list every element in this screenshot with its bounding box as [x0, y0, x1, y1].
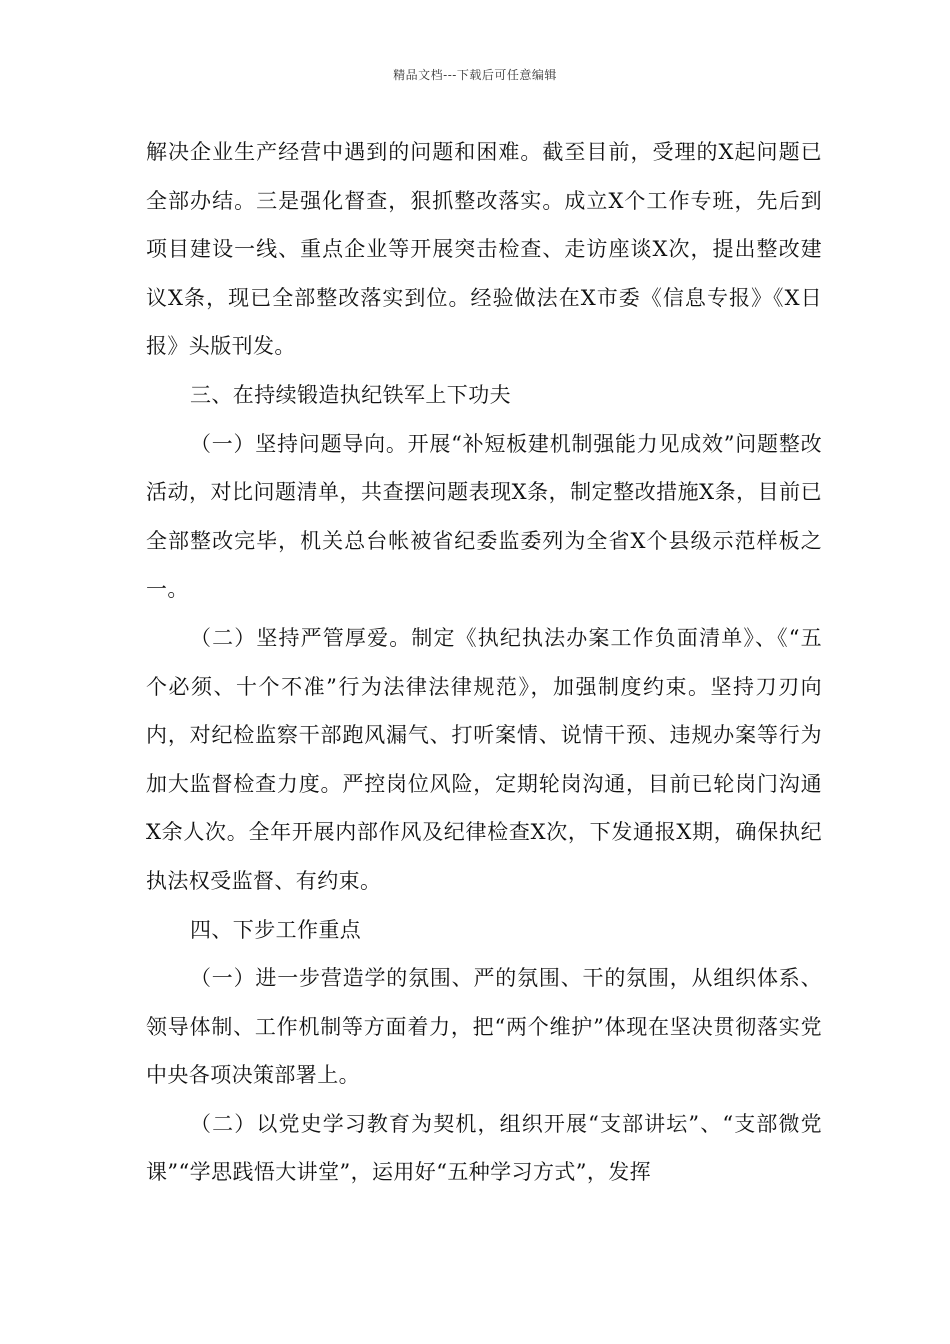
section-heading-3: 三、在持续锻造执纪铁军上下功夫 — [190, 382, 511, 407]
paragraph-problem-orientation: （一）坚持问题导向。开展“补短板建机制强能力见成效”问题整改活动，对比问题清单，共查摆问题表现X条，制定整改措施X条，目前已全部整改完毕，机关总台帐被省纪委监委列为全省X个县级示范样板之一。 — [146, 431, 822, 602]
document-body — [146, 128, 822, 1197]
paragraph-continuation: 解决企业生产经营中遇到的问题和困难。截至目前，受理的X起问题已全部办结。三是强化督查，狠抓整改落实。成立X个工作专班，先后到项目建设一线、重点企业等开展突击检查、走访座谈X次，提出整改建议X条，现已全部整改落实到位。经验做法在X市委《信息专报》《X日报》头版刊发。 — [146, 140, 822, 359]
page-header: 精品文档---下载后可任意编辑 — [393, 68, 557, 82]
paragraph-strict-management: （二）坚持严管厚爱。制定《执纪执法办案工作负面清单》、《“五个必须、十个不准”行为法律法律规范》，加强制度约束。坚持刀刃向内，对纪检监察干部跑风漏气、打听案情、说情干预、违规办案等行为加大监督检查力度。严控岗位风险，定期轮岗沟通，目前已轮岗门沟通X余人次。全年开展内部作风及纪律检查X次，下发通报X期，确保执纪执法权受监督、有约束。 — [146, 625, 822, 893]
paragraph-next-step-1: （一）进一步营造学的氛围、严的氛围、干的氛围，从组织体系、领导体制、工作机制等方面着力，把“两个维护”体现在坚决贯彻落实党中央各项决策部署上。 — [146, 966, 822, 1088]
section-heading-4: 四、下步工作重点 — [190, 917, 362, 942]
paragraph-next-step-2: （二）以党史学习教育为契机，组织开展“支部讲坛”、“支部微党课”“学思践悟大讲堂”，运用好“五种学习方式”，发挥 — [146, 1111, 822, 1185]
